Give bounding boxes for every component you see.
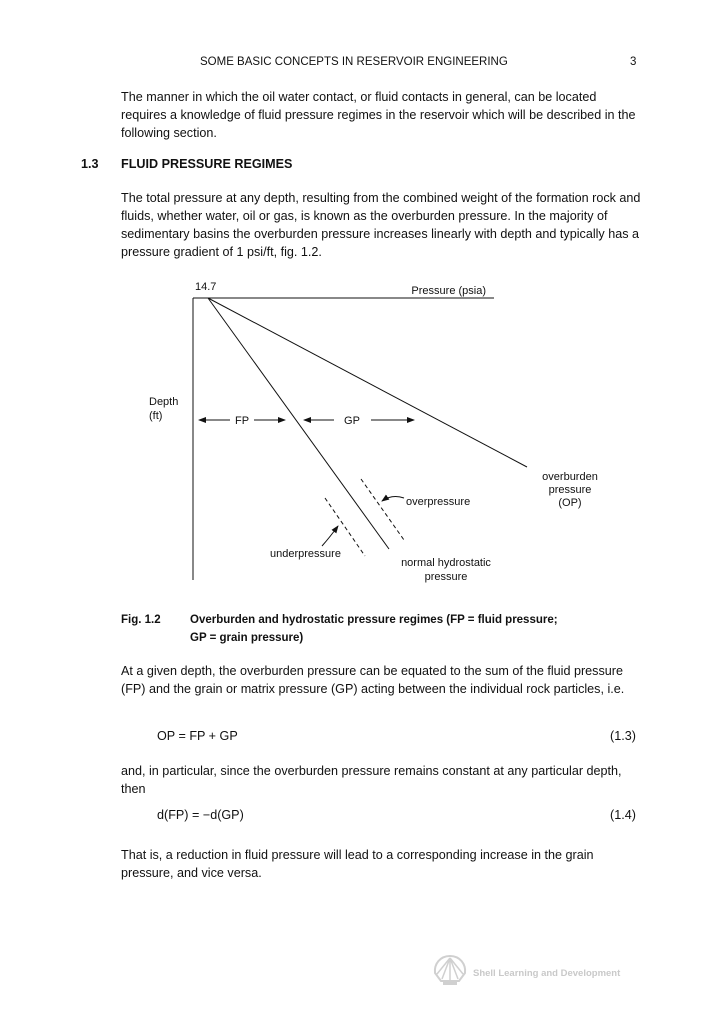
figure-caption-line-1: Overburden and hydrostatic pressure regimes (FP = fluid pressure; [190,614,558,626]
figure-caption [190,611,620,647]
overpressure-line [361,479,404,540]
overpressure-label: overpressure [406,496,471,508]
depth-label: Depth [149,396,179,408]
fp-label: FP [234,415,250,427]
hydrostatic-label-2: pressure [424,571,468,583]
equation-1-3: OP = FP + GP [157,729,238,743]
underpressure-label: underpressure [270,548,341,560]
depth-unit-label: (ft) [149,410,163,422]
paragraph-sum: At a given depth, the overburden pressure can be equated to the sum of the fluid pressure (FP) and the grain or matrix pressure (GP) acting between the individual rock particles, i.e. [121,664,625,696]
paragraph-constant: and, in particular, since the overburden pressure remains constant at any particular depth, then [121,764,622,796]
paragraph-overburden: The total pressure at any depth, resulting from the combined weight of the formation rock and fluids, whether water, oil or gas, is known as the overburden pressure. In the majority of sedimentary basins the overburden pressure increases linearly with depth and typically has a pressure gradient of 1 psi/ft, fig. 1.2. [121,191,641,259]
hydrostatic-label-1: normal hydrostatic [401,557,491,569]
overburden-pressure-line [208,298,527,467]
origin-label: 14.7 [195,281,217,293]
overburden-label-1: overburden [542,471,598,483]
overburden-label-3: (OP) [558,497,582,509]
paragraph-conclusion: That is, a reduction in fluid pressure will lead to a corresponding increase in the grain pressure, and vice versa. [121,848,594,880]
paragraph-intro: The manner in which the oil water contact, or fluid contacts in general, can be located requires a knowledge of fluid pressure regimes in the reservoir which will be described in the following section. [121,90,636,140]
running-title: SOME BASIC CONCEPTS IN RESERVOIR ENGINEERING [200,56,508,68]
underpressure-pointer [322,526,338,546]
section-number: 1.3 [81,157,99,171]
footer-brand [432,954,652,988]
section-title: FLUID PRESSURE REGIMES [121,157,293,171]
footer-brand-text: Shell Learning and Development [473,968,621,979]
gp-label: GP [344,415,360,427]
equation-1-3-number: (1.3) [610,729,636,743]
shell-logo-icon [432,954,468,986]
figure-number: Fig. 1.2 [121,614,161,626]
equation-1-4-number: (1.4) [610,808,636,822]
equation-1-4: d(FP) = −d(GP) [157,808,244,822]
overburden-label-2: pressure [548,484,592,496]
page-number: 3 [630,56,637,68]
overpressure-pointer [382,497,404,501]
figure-caption-line-2: GP = grain pressure) [190,632,304,644]
pressure-axis-label: Pressure (psia) [411,285,486,297]
